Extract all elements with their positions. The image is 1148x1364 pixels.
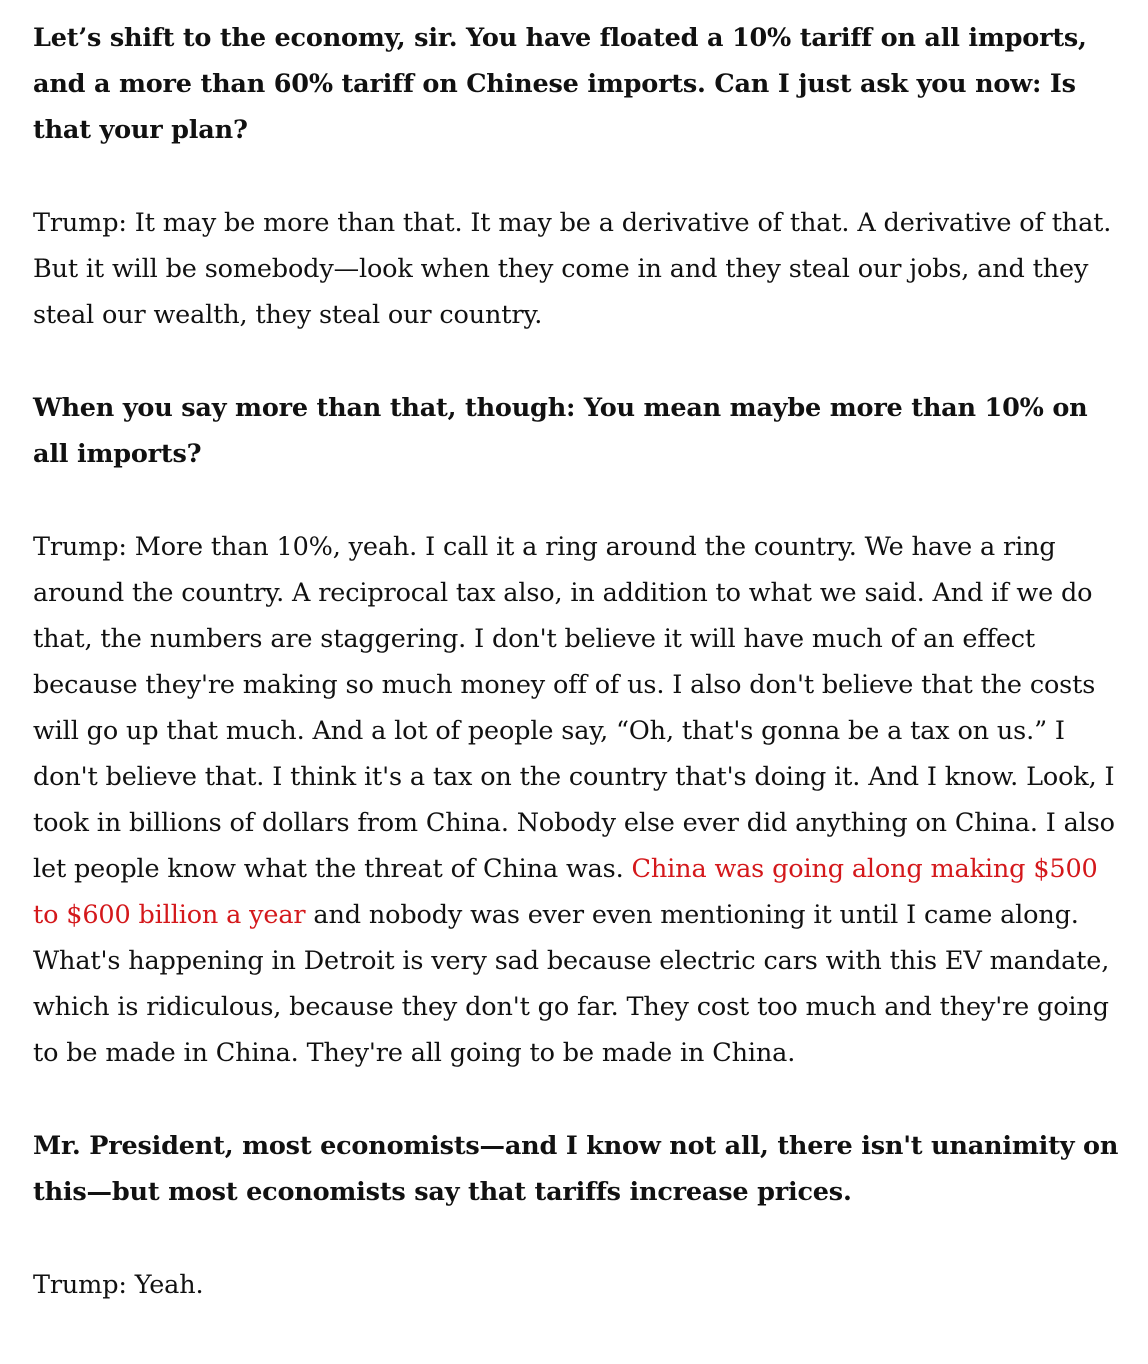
answer-text-before-link: Trump: More than 10%, yeah. I call it a ring around the country. We have a ring around the country. A reciprocal tax also, in addition to what we said. And if we do that, the numbers are staggering. I don't believe it will have much of an effect because they're making so much money off of us. I also don't believe that the costs will go up that much. And a lot of people say, “Oh, that's gonna be a tax on us.” I don't believe that. I think it's a tax on the country that's doing it. And I know. Look, I took in billions of dollars from China. Nobody else ever did anything on China. I also let people know what the threat of China was. xyxy=(33,532,1115,884)
trump-answer-yeah: Trump: Yeah. xyxy=(33,1270,204,1300)
answer-text-after-link: and nobody was ever even mentioning it until I came along. What's happening in Detroit is very sad because electric cars with this EV mandate, which is ridiculous, because they don't go far. They cost too much and they're going to be made in China. They're all going to be made in China. xyxy=(33,900,1110,1068)
article-body xyxy=(33,15,1123,1308)
trump-answer-ring-around-country xyxy=(33,524,1123,1076)
interviewer-question-tariffs: Let’s shift to the economy, sir. You have floated a 10% tariff on all imports, and a more than 60% tariff on Chinese imports. Can I just ask you now: Is that your plan? xyxy=(33,23,1087,145)
interviewer-question-economists: Mr. President, most economists—and I know not all, there isn't unanimity on this—but most economists say that tariffs increase prices. xyxy=(33,1131,1119,1207)
china-trade-link[interactable]: China was going along making $500 to $600 billion a year xyxy=(33,854,1098,930)
interviewer-question-more-than-10: When you say more than that, though: You mean maybe more than 10% on all imports? xyxy=(33,393,1088,469)
trump-answer-derivative: Trump: It may be more than that. It may be a derivative of that. A derivative of that. But it will be somebody—look when they come in and they steal our jobs, and they steal our wealth, they steal our country. xyxy=(33,208,1112,330)
